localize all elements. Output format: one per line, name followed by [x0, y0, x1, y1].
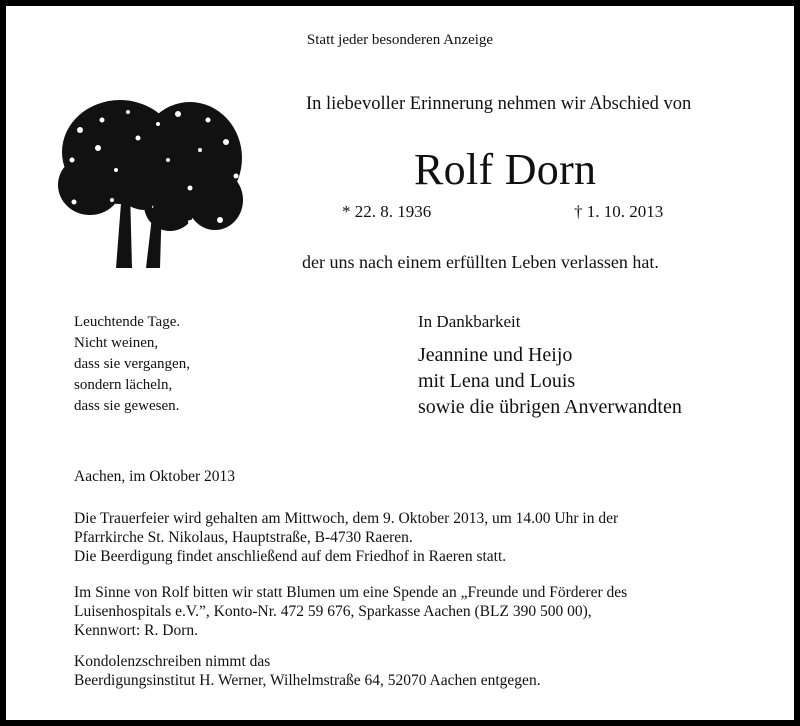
- donation-info: [74, 583, 627, 640]
- place-date: Aachen, im Oktober 2013: [74, 468, 235, 485]
- poem-line: dass sie gewesen.: [74, 398, 180, 414]
- poem-line: Nicht weinen,: [74, 335, 159, 351]
- funeral-line: Die Trauerfeier wird gehalten am Mittwoch, dem 9. Oktober 2013, um 14.00 Uhr in der: [74, 510, 619, 527]
- birth-date: * 22. 8. 1936: [342, 202, 432, 221]
- intro-line: In liebevoller Erinnerung nehmen wir Abschied von: [306, 94, 692, 114]
- obituary-notice: [6, 6, 794, 720]
- family-line: Jeannine und Heijo: [418, 344, 573, 366]
- poem: [74, 312, 190, 417]
- passed-line: der uns nach einem erfüllten Leben verlassen hat.: [302, 252, 659, 272]
- family-names: [418, 342, 682, 420]
- family-line: sowie die übrigen Anverwandten: [418, 396, 682, 418]
- condolence-line: Beerdigungsinstitut H. Werner, Wilhelmstraße 64, 52070 Aachen entgegen.: [74, 672, 541, 689]
- condolence-info: [74, 652, 541, 690]
- poem-line: sondern lächeln,: [74, 377, 173, 393]
- deceased-name: Rolf Dorn: [414, 145, 597, 194]
- donation-line: Im Sinne von Rolf bitten wir statt Blumen um eine Spende an „Freunde und Förderer des: [74, 584, 628, 601]
- funeral-info: [74, 509, 618, 566]
- family-line: mit Lena und Louis: [418, 370, 576, 392]
- donation-line: Luisenhospitals e.V.”, Konto-Nr. 472 59 676, Sparkasse Aachen (BLZ 390 500 00),: [74, 603, 592, 620]
- funeral-line: Pfarrkirche St. Nikolaus, Hauptstraße, B-4730 Raeren.: [74, 529, 413, 546]
- condolence-line: Kondolenzschreiben nimmt das: [74, 653, 271, 670]
- header-note: Statt jeder besonderen Anzeige: [306, 32, 494, 48]
- poem-line: dass sie vergangen,: [74, 356, 190, 372]
- poem-line: Leuchtende Tage.: [74, 314, 181, 330]
- funeral-line: Die Beerdigung findet anschließend auf dem Friedhof in Raeren statt.: [74, 548, 507, 565]
- donation-line: Kennwort: R. Dorn.: [74, 622, 198, 639]
- death-date: † 1. 10. 2013: [574, 202, 664, 221]
- thanks-label: In Dankbarkeit: [418, 312, 521, 331]
- tree-icon: [50, 90, 250, 270]
